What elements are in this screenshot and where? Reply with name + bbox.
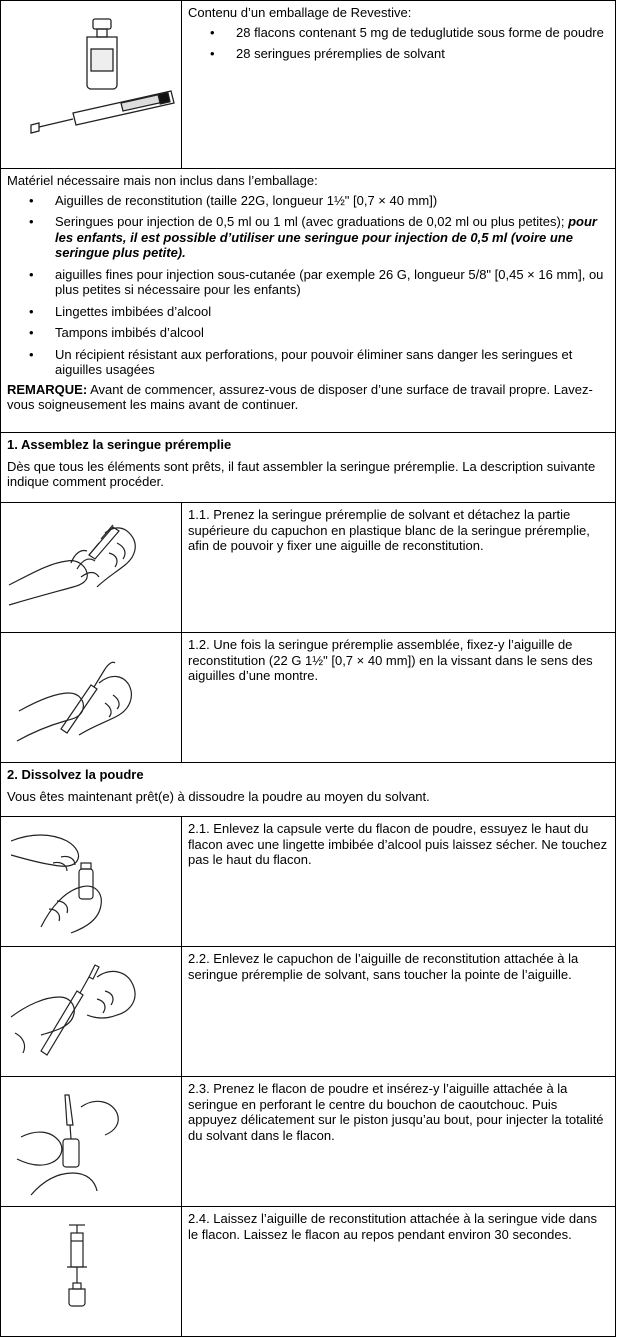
step-2-2-illustration	[1, 947, 182, 1077]
step-2-2-cell	[182, 947, 616, 1077]
list-item: • Tampons imbibés d’alcool	[7, 325, 609, 341]
pack-list	[188, 25, 609, 62]
step-2-4-text: 2.4. Laissez l’aiguille de reconstitution attachée à la seringue vide dans le flacon. Laissez le flacon au repos pendant environ 30 secondes.	[188, 1211, 598, 1242]
section-2-cell	[1, 763, 616, 817]
step-1-2-cell	[182, 633, 616, 763]
step-2-3-text: 2.3. Prenez le flacon de poudre et insérez-y l’aiguille attachée à la seringue en perforant le centre du bouchon de caoutchouc. Puis appuyez délicatement sur le piston jusqu’au bout, pour injecter la totalité du solvant dans le flacon.	[188, 1081, 604, 1143]
list-item: • Lingettes imbibées d’alcool	[7, 304, 609, 320]
hands-vial-icon	[1, 817, 193, 945]
remark-label: REMARQUE:	[7, 381, 88, 397]
list-item: • Aiguilles de reconstitution (taille 22G, longueur 1½" [0,7 × 40 mm])	[7, 193, 609, 209]
list-item: • 28 flacons contenant 5 mg de teduglutide sous forme de poudre	[188, 25, 609, 41]
step-2-3-cell	[182, 1077, 616, 1207]
step-2-1-illustration	[1, 817, 182, 947]
step-1-2-illustration	[1, 633, 182, 763]
materials-cell	[1, 169, 616, 433]
list-item: • 28 seringues préremplies de solvant	[188, 46, 609, 62]
remark	[7, 382, 609, 413]
step-2-1-cell	[182, 817, 616, 947]
materials-intro: Matériel nécessaire mais non inclus dans l’emballage:	[7, 173, 318, 188]
syringe-in-vial-icon	[1, 1207, 193, 1335]
list-item: • aiguilles fines pour injection sous-cutanée (par exemple 26 G, longueur 5/8" [0,45 × 16 mm], ou plus petites si nécessaire pour les enfants)	[7, 267, 609, 298]
section-1-cell	[1, 433, 616, 503]
vial-and-syringe-icon	[1, 1, 193, 167]
section-2-text: Vous êtes maintenant prêt(e) à dissoudre la poudre au moyen du solvant.	[7, 788, 430, 804]
hands-syringe-icon	[1, 503, 193, 631]
materials-list	[7, 193, 609, 378]
pack-illustration	[1, 1, 182, 169]
children-note: pour les enfants, il est possible d’utiliser une seringue pour injection de 0,5 ml (voire une seringue plus petite).	[55, 214, 597, 260]
step-2-4-illustration	[1, 1207, 182, 1337]
hands-needle-icon	[1, 633, 193, 761]
step-2-4-cell	[182, 1207, 616, 1337]
section-1-text: Dès que tous les éléments sont prêts, il faut assembler la seringue préremplie. La description suivante indique comment procéder.	[7, 458, 596, 489]
step-2-3-illustration	[1, 1077, 182, 1207]
list-item	[7, 214, 609, 261]
section-2-heading: 2. Dissolvez la poudre	[7, 767, 144, 782]
list-item-text: Seringues pour injection de 0,5 ml ou 1 ml (avec graduations de 0,02 ml ou plus petites);	[55, 214, 565, 229]
step-1-1-text: 1.1. Prenez la seringue préremplie de solvant et détachez la partie supérieure du capuchon en plastique blanc de la seringue préremplie, afin de pouvoir y fixer une aiguille de reconstitution.	[188, 507, 590, 553]
step-1-2-text: 1.2. Une fois la seringue préremplie assemblée, fixez-y l’aiguille de reconstitution (22 G 1½" [0,7 × 40 mm]) en la vissant dans le sens des aiguilles d’une montre.	[188, 637, 593, 683]
pack-contents-cell	[182, 1, 616, 169]
pack-title: Contenu d’un emballage de Revestive:	[188, 5, 412, 20]
remark-text: Avant de commencer, assurez-vous de disposer d’une surface de travail propre. Lavez-vous soigneusement les mains avant de continuer.	[7, 381, 593, 412]
hands-uncap-needle-icon	[1, 947, 193, 1075]
list-item: • Un récipient résistant aux perforations, pour pouvoir éliminer sans danger les seringues et aiguilles usagées	[7, 347, 609, 378]
section-1-heading: 1. Assemblez la seringue préremplie	[7, 437, 232, 452]
step-1-1-cell	[182, 503, 616, 633]
hands-inject-vial-icon	[1, 1077, 193, 1205]
step-2-1-text: 2.1. Enlevez la capsule verte du flacon de poudre, essuyez le haut du flacon avec une lingette imbibée d’alcool puis laissez sécher. Ne touchez pas le haut du flacon.	[188, 821, 608, 867]
step-1-1-illustration	[1, 503, 182, 633]
step-2-2-text: 2.2. Enlevez le capuchon de l’aiguille de reconstitution attachée à la seringue préremplie de solvant, sans toucher la pointe de l’aiguille.	[188, 951, 579, 982]
